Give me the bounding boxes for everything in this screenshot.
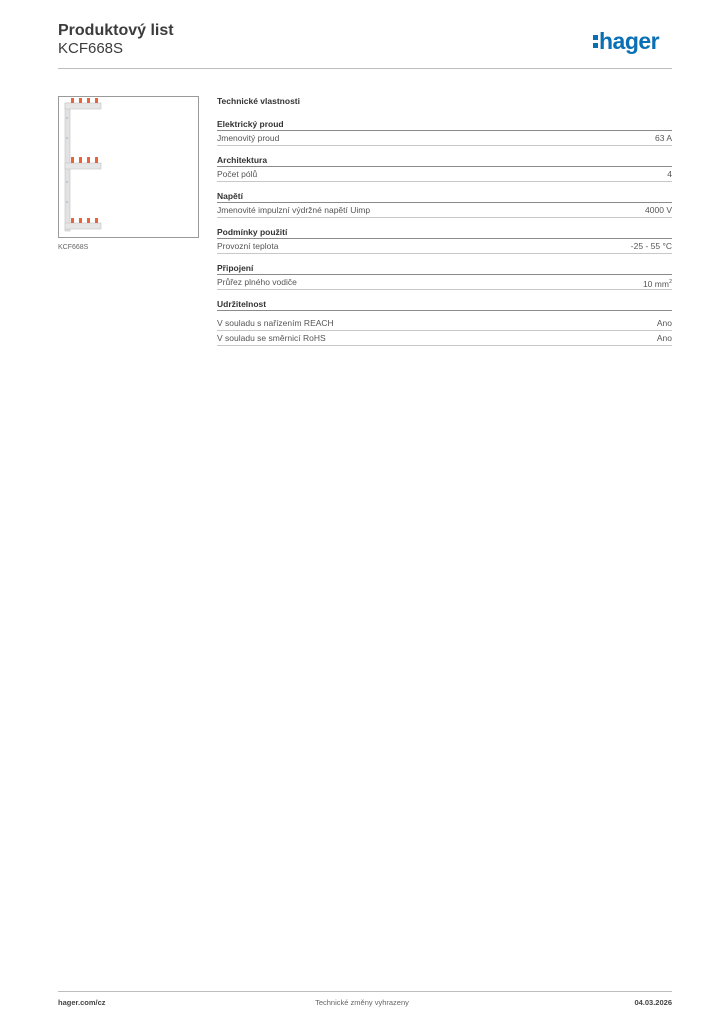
spec-group-conditions — [217, 226, 672, 254]
group-title: Připojení — [217, 262, 672, 275]
spec-value: 4000 V — [645, 205, 672, 215]
hager-logo — [589, 25, 675, 59]
spec-label: Průřez plného vodiče — [217, 277, 297, 287]
spec-value-superscript: 2 — [668, 279, 672, 285]
spec-value: 10 mm — [642, 278, 669, 289]
footer-website-link[interactable]: hager.com/cz — [58, 998, 106, 1007]
spec-group-sustainability — [217, 298, 672, 346]
spec-label: Počet pólů — [217, 169, 258, 179]
group-title: Podmínky použití — [217, 226, 672, 239]
spec-row — [217, 203, 672, 218]
spec-row — [217, 331, 672, 346]
spec-group-electric-current — [217, 118, 672, 146]
spec-group-connection — [217, 262, 672, 290]
group-title: Architektura — [217, 154, 672, 167]
spec-group-architecture — [217, 154, 672, 182]
spec-value: Ano — [656, 333, 672, 343]
spec-label: V souladu se směrnicí RoHS — [217, 333, 326, 343]
spec-group-voltage — [217, 190, 672, 218]
footer-date: 04.03.2026 — [634, 998, 672, 1007]
svg-text:hager: hager — [599, 28, 660, 54]
spec-label: Jmenovité impulzní výdržné napětí Uimp — [217, 205, 371, 215]
group-title: Napětí — [217, 190, 672, 203]
spec-row — [217, 131, 672, 146]
spec-value: Ano — [656, 318, 672, 328]
product-code: KCF668S — [58, 40, 124, 57]
spec-value: 4 — [667, 169, 672, 179]
product-image — [58, 96, 199, 238]
spec-label: V souladu s nařízením REACH — [217, 318, 334, 328]
spec-value: 63 A — [654, 133, 672, 143]
technical-specs — [217, 94, 672, 354]
spec-row — [217, 239, 672, 254]
spec-value-wrap — [643, 275, 672, 289]
footer-divider — [58, 991, 672, 992]
spec-label: Jmenovitý proud — [217, 133, 280, 143]
spec-value: -25 - 55 °C — [630, 241, 672, 251]
header-divider — [58, 68, 672, 69]
footer-notice: Technické změny vyhrazeny — [315, 998, 409, 1007]
group-title: Elektrický proud — [217, 118, 672, 131]
image-caption: KCF668S — [58, 244, 89, 251]
group-title: Udržitelnost — [217, 298, 672, 311]
spec-label: Provozní teplota — [217, 241, 279, 251]
spec-row — [217, 167, 672, 182]
spec-row — [217, 316, 672, 331]
spec-row — [217, 275, 672, 290]
page-title: Produktový list — [58, 22, 174, 39]
specs-heading: Technické vlastnosti — [217, 96, 300, 106]
